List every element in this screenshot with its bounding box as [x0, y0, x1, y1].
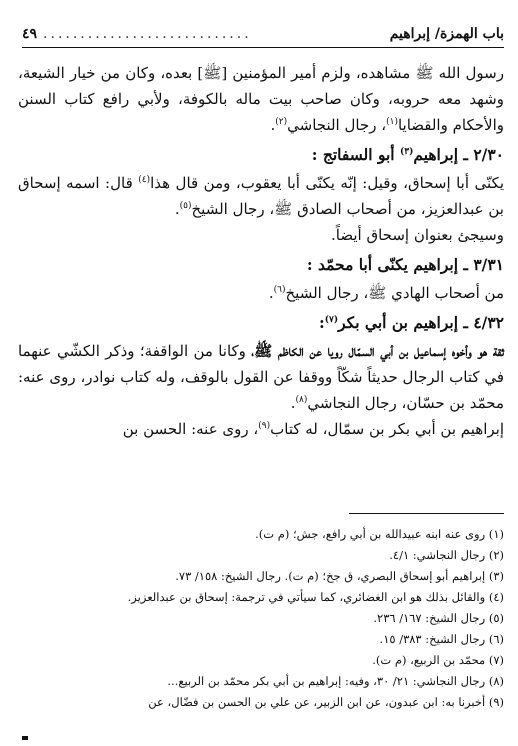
- running-header: [22, 22, 504, 48]
- paragraph-4-text: من أصحاب الهادي ﷺ، رجال الشيخ: [285, 284, 504, 302]
- footnote-ref-6[interactable]: (٦): [273, 285, 286, 295]
- paragraph-6: [18, 416, 504, 442]
- paragraph-5-bold: ثقة هو وأخوه إسماعيل بن أبي السمّال رويا عن الكاظم ﷺ،: [251, 342, 504, 360]
- paragraph-2-text: يكنّى أبا إسحاق، وقيل: إنّه يكنّى أبا يعقوب، ومن قال هذا: [150, 174, 504, 192]
- header-title: باب الهمزة/ إبراهيم: [389, 25, 504, 42]
- footnote-ref-9[interactable]: (٩): [258, 421, 271, 431]
- footnote-ref-7[interactable]: (٧): [324, 314, 339, 325]
- page-corner-mark: [22, 736, 28, 740]
- paragraph-4-end: .: [268, 284, 274, 302]
- footnote-2: (٢) رجال النجاشي: ٤/١.: [389, 548, 504, 562]
- paragraph-2-mid: قال: اسمه إسحاق بن عبدالعزيز، من أصحاب الصادق ﷺ، رجال الشيخ: [18, 174, 504, 218]
- paragraph-3: وسيجئ بعنوان إسحاق أيضاً.: [330, 226, 504, 244]
- paragraph-6-text: إبراهيم بن أبي بكر بن سمّال، له كتاب: [270, 420, 504, 438]
- footnote-5: (٥) رجال الشيخ: ١٦٧/ ٢٣٦.: [373, 611, 504, 625]
- paragraph-1-tail: ، رجال النجاشي: [287, 116, 387, 134]
- main-text: [18, 60, 504, 442]
- footnote-1: (١) روى عنه ابنه عبيدالله بن أبي رافع، جش؛ (م ت).: [255, 527, 504, 541]
- paragraph-5-text: وكانا من الواقفة؛ وذكر الكشّي عنهما في كتاب الرجال حديثاً شكّاً ووقفا عن القول بالوقف، وله كتاب نوادر، روى عنه: محمّد بن حسّان، رجال النجاشي: [18, 342, 504, 412]
- footnote-7: (٧) محمّد بن الربيع، (م ت).: [372, 653, 504, 667]
- footnotes: [18, 524, 504, 713]
- entry-heading-32-text: ٤/٣٢ ـ إبراهيم بن أبي بكر: [338, 313, 504, 332]
- footnote-ref-5[interactable]: (٥): [179, 201, 192, 211]
- footnote-separator: [349, 513, 504, 514]
- entry-heading-30-text: ٢/٣٠ ـ إبراهيم: [413, 145, 504, 164]
- entry-heading-32-tail: :: [319, 313, 325, 332]
- entry-heading-32: [18, 310, 504, 336]
- paragraph-2-end: .: [174, 200, 180, 218]
- footnote-ref-4[interactable]: (٤): [138, 175, 151, 185]
- footnote-8: (٨) رجال النجاشي: ٢١/ ٣٠، وفيه: إبراهيم بن أبي بكر محمّد بن الربيع...: [167, 674, 504, 688]
- paragraph-5: [18, 338, 504, 416]
- paragraph-6-tail: ، روى عنه: الحسن بن: [122, 420, 259, 438]
- footnote-ref-1[interactable]: (١): [386, 117, 398, 127]
- footnote-9: (٩) أخبرنا به: ابن عبدون، عن ابن الزبير، عن علي بن الحسن بن فضّال، عن: [148, 695, 504, 709]
- entry-heading-30-tail: أبو السفاتج :: [311, 145, 400, 164]
- footnote-3: (٣) إبراهيم أبو إسحاق البصري، ق جخ؛ (م ت). رجال الشيخ: ١٥٨/ ٧٣.: [175, 569, 504, 583]
- paragraph-5-end: .: [290, 394, 296, 412]
- entry-heading-30: [18, 142, 504, 168]
- paragraph-1-text: رسول الله ﷺ مشاهده، ولزم أمير المؤمنين [ﷺ] بعده، وكان من خيار الشيعة، وشهد معه حروبه، وكان صاحب بيت ماله بالكوفة، ولأبي رافع كتاب السنن والأحكام والقضايا: [18, 64, 504, 134]
- paragraph-2: [18, 170, 504, 222]
- footnote-ref-2[interactable]: (٢): [275, 117, 288, 127]
- entry-heading-31: ٣/٣١ ـ إبراهيم يكنّى أبا محمّد :: [306, 255, 504, 274]
- paragraph-1: [18, 60, 504, 138]
- paragraph-1-end: .: [270, 116, 276, 134]
- page-number: ٤٩: [22, 25, 38, 42]
- footnote-4: (٤) والقائل بذلك هو ابن الغضائري، كما سيأتي في ترجمة: إسحاق بن عبدالعزيز.: [127, 590, 504, 604]
- header-leader-dots: ............................: [43, 25, 252, 42]
- footnote-ref-3[interactable]: (٣): [400, 146, 414, 157]
- footnote-ref-8[interactable]: (٨): [295, 395, 308, 405]
- footnote-6: (٦) رجال الشيخ: ٣٨٣/ ١٥.: [379, 632, 504, 646]
- paragraph-4: [18, 280, 504, 306]
